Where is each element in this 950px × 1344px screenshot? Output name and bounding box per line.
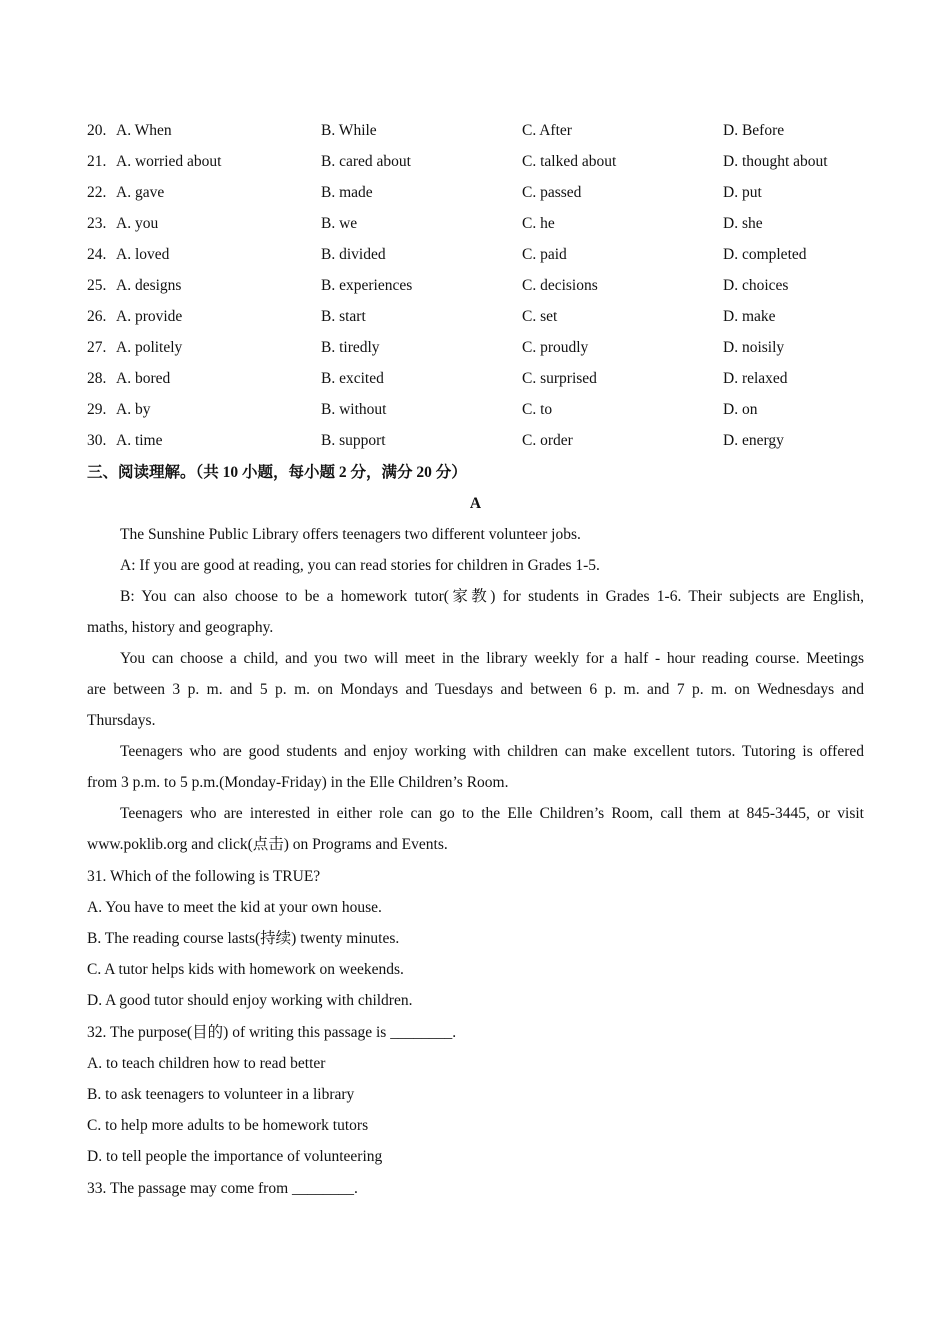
option-a: A. When bbox=[116, 122, 172, 139]
passage-line: The Sunshine Public Library offers teenagers two different volunteer jobs. bbox=[120, 526, 581, 543]
option-d: D. she bbox=[723, 215, 763, 232]
option-b: B. cared about bbox=[321, 153, 411, 170]
option-c: C. surprised bbox=[522, 370, 597, 387]
passage-label: A bbox=[469, 495, 482, 512]
option-d: D. energy bbox=[723, 432, 784, 449]
passage-line: from 3 p.m. to 5 p.m.(Monday-Friday) in the Elle Children’s Room. bbox=[87, 774, 509, 791]
question-31-option-c: C. A tutor helps kids with homework on weekends. bbox=[87, 961, 404, 978]
option-a: A. politely bbox=[116, 339, 183, 356]
option-row-20 bbox=[87, 115, 864, 146]
option-a: A. provide bbox=[116, 308, 183, 325]
option-c: C. to bbox=[522, 401, 553, 418]
question-number: 26. bbox=[87, 308, 107, 325]
option-a: A. loved bbox=[116, 246, 170, 263]
option-b: B. excited bbox=[321, 370, 384, 387]
question-number: 29. bbox=[87, 401, 107, 418]
option-b: B. made bbox=[321, 184, 373, 201]
option-row-29 bbox=[87, 394, 864, 425]
question-31-stem: 31. Which of the following is TRUE? bbox=[87, 868, 321, 885]
question-33-stem: 33. The passage may come from ________. bbox=[87, 1180, 358, 1197]
option-c: C. After bbox=[522, 122, 572, 139]
option-a: A. designs bbox=[116, 277, 182, 294]
option-a: A. worried about bbox=[116, 153, 222, 170]
option-d: D. noisily bbox=[723, 339, 785, 356]
option-d: D. put bbox=[723, 184, 762, 201]
passage-line: are between 3 p. m. and 5 p. m. on Mondays and Tuesdays and between 6 p. m. and 7 p. m. on Wednesdays and bbox=[87, 681, 864, 698]
option-d: D. make bbox=[723, 308, 776, 325]
option-b: B. experiences bbox=[321, 277, 413, 294]
option-b: B. we bbox=[321, 215, 358, 232]
option-b: B. without bbox=[321, 401, 387, 418]
passage-line: www.poklib.org and click(点击) on Programs and Events. bbox=[87, 836, 448, 853]
question-number: 27. bbox=[87, 339, 107, 356]
question-32-stem: 32. The purpose(目的) of writing this passage is ________. bbox=[87, 1024, 457, 1041]
section-heading: 三、阅读理解。（共 10 小题，每小题 2 分，满分 20 分） bbox=[87, 464, 467, 481]
question-32-option-a: A. to teach children how to read better bbox=[87, 1055, 326, 1072]
question-31-option-a: A. You have to meet the kid at your own house. bbox=[87, 899, 382, 916]
question-number: 28. bbox=[87, 370, 107, 387]
option-row-23 bbox=[87, 208, 864, 239]
option-row-22 bbox=[87, 177, 864, 208]
option-d: D. completed bbox=[723, 246, 807, 263]
option-row-24 bbox=[87, 239, 864, 270]
question-32-option-d: D. to tell people the importance of volunteering bbox=[87, 1148, 383, 1165]
question-number: 22. bbox=[87, 184, 107, 201]
question-number: 30. bbox=[87, 432, 107, 449]
option-d: D. thought about bbox=[723, 153, 828, 170]
option-b: B. start bbox=[321, 308, 366, 325]
option-row-28 bbox=[87, 363, 864, 394]
option-b: B. While bbox=[321, 122, 377, 139]
option-c: C. talked about bbox=[522, 153, 617, 170]
question-31-option-b: B. The reading course lasts(持续) twenty minutes. bbox=[87, 930, 400, 947]
option-d: D. choices bbox=[723, 277, 789, 294]
question-number: 24. bbox=[87, 246, 107, 263]
passage-line: Thursdays. bbox=[87, 712, 156, 729]
option-c: C. set bbox=[522, 308, 558, 325]
question-32-option-b: B. to ask teenagers to volunteer in a library bbox=[87, 1086, 355, 1103]
question-number: 23. bbox=[87, 215, 107, 232]
question-32-option-c: C. to help more adults to be homework tutors bbox=[87, 1117, 369, 1134]
question-number: 20. bbox=[87, 122, 107, 139]
question-number: 21. bbox=[87, 153, 107, 170]
option-b: B. support bbox=[321, 432, 386, 449]
option-a: A. by bbox=[116, 401, 151, 418]
option-a: A. you bbox=[116, 215, 159, 232]
option-a: A. time bbox=[116, 432, 163, 449]
option-c: C. paid bbox=[522, 246, 567, 263]
passage-line: B: You can also choose to be a homework tutor(家教) for students in Grades 1-6. Their subjects are English, bbox=[120, 588, 864, 605]
option-c: C. he bbox=[522, 215, 555, 232]
option-c: C. order bbox=[522, 432, 573, 449]
option-row-21 bbox=[87, 146, 864, 177]
option-a: A. bored bbox=[116, 370, 171, 387]
option-c: C. decisions bbox=[522, 277, 598, 294]
option-d: D. relaxed bbox=[723, 370, 788, 387]
option-row-27 bbox=[87, 332, 864, 363]
question-31-option-d: D. A good tutor should enjoy working with children. bbox=[87, 992, 413, 1009]
option-b: B. tiredly bbox=[321, 339, 380, 356]
passage-line: You can choose a child, and you two will meet in the library weekly for a half - hour reading course. Meetings bbox=[120, 650, 864, 667]
passage-line: Teenagers who are good students and enjoy working with children can make excellent tutors. Tutoring is offered bbox=[120, 743, 864, 760]
option-a: A. gave bbox=[116, 184, 165, 201]
passage-line: A: If you are good at reading, you can read stories for children in Grades 1-5. bbox=[120, 557, 600, 574]
passage-line: Teenagers who are interested in either role can go to the Elle Children’s Room, call them at 845-3445, or visit bbox=[120, 805, 864, 822]
option-row-26 bbox=[87, 301, 864, 332]
option-c: C. proudly bbox=[522, 339, 589, 356]
passage-line: maths, history and geography. bbox=[87, 619, 274, 636]
option-d: D. on bbox=[723, 401, 758, 418]
option-b: B. divided bbox=[321, 246, 386, 263]
option-row-30 bbox=[87, 425, 864, 456]
question-number: 25. bbox=[87, 277, 107, 294]
option-c: C. passed bbox=[522, 184, 582, 201]
option-row-25 bbox=[87, 270, 864, 301]
option-d: D. Before bbox=[723, 122, 785, 139]
